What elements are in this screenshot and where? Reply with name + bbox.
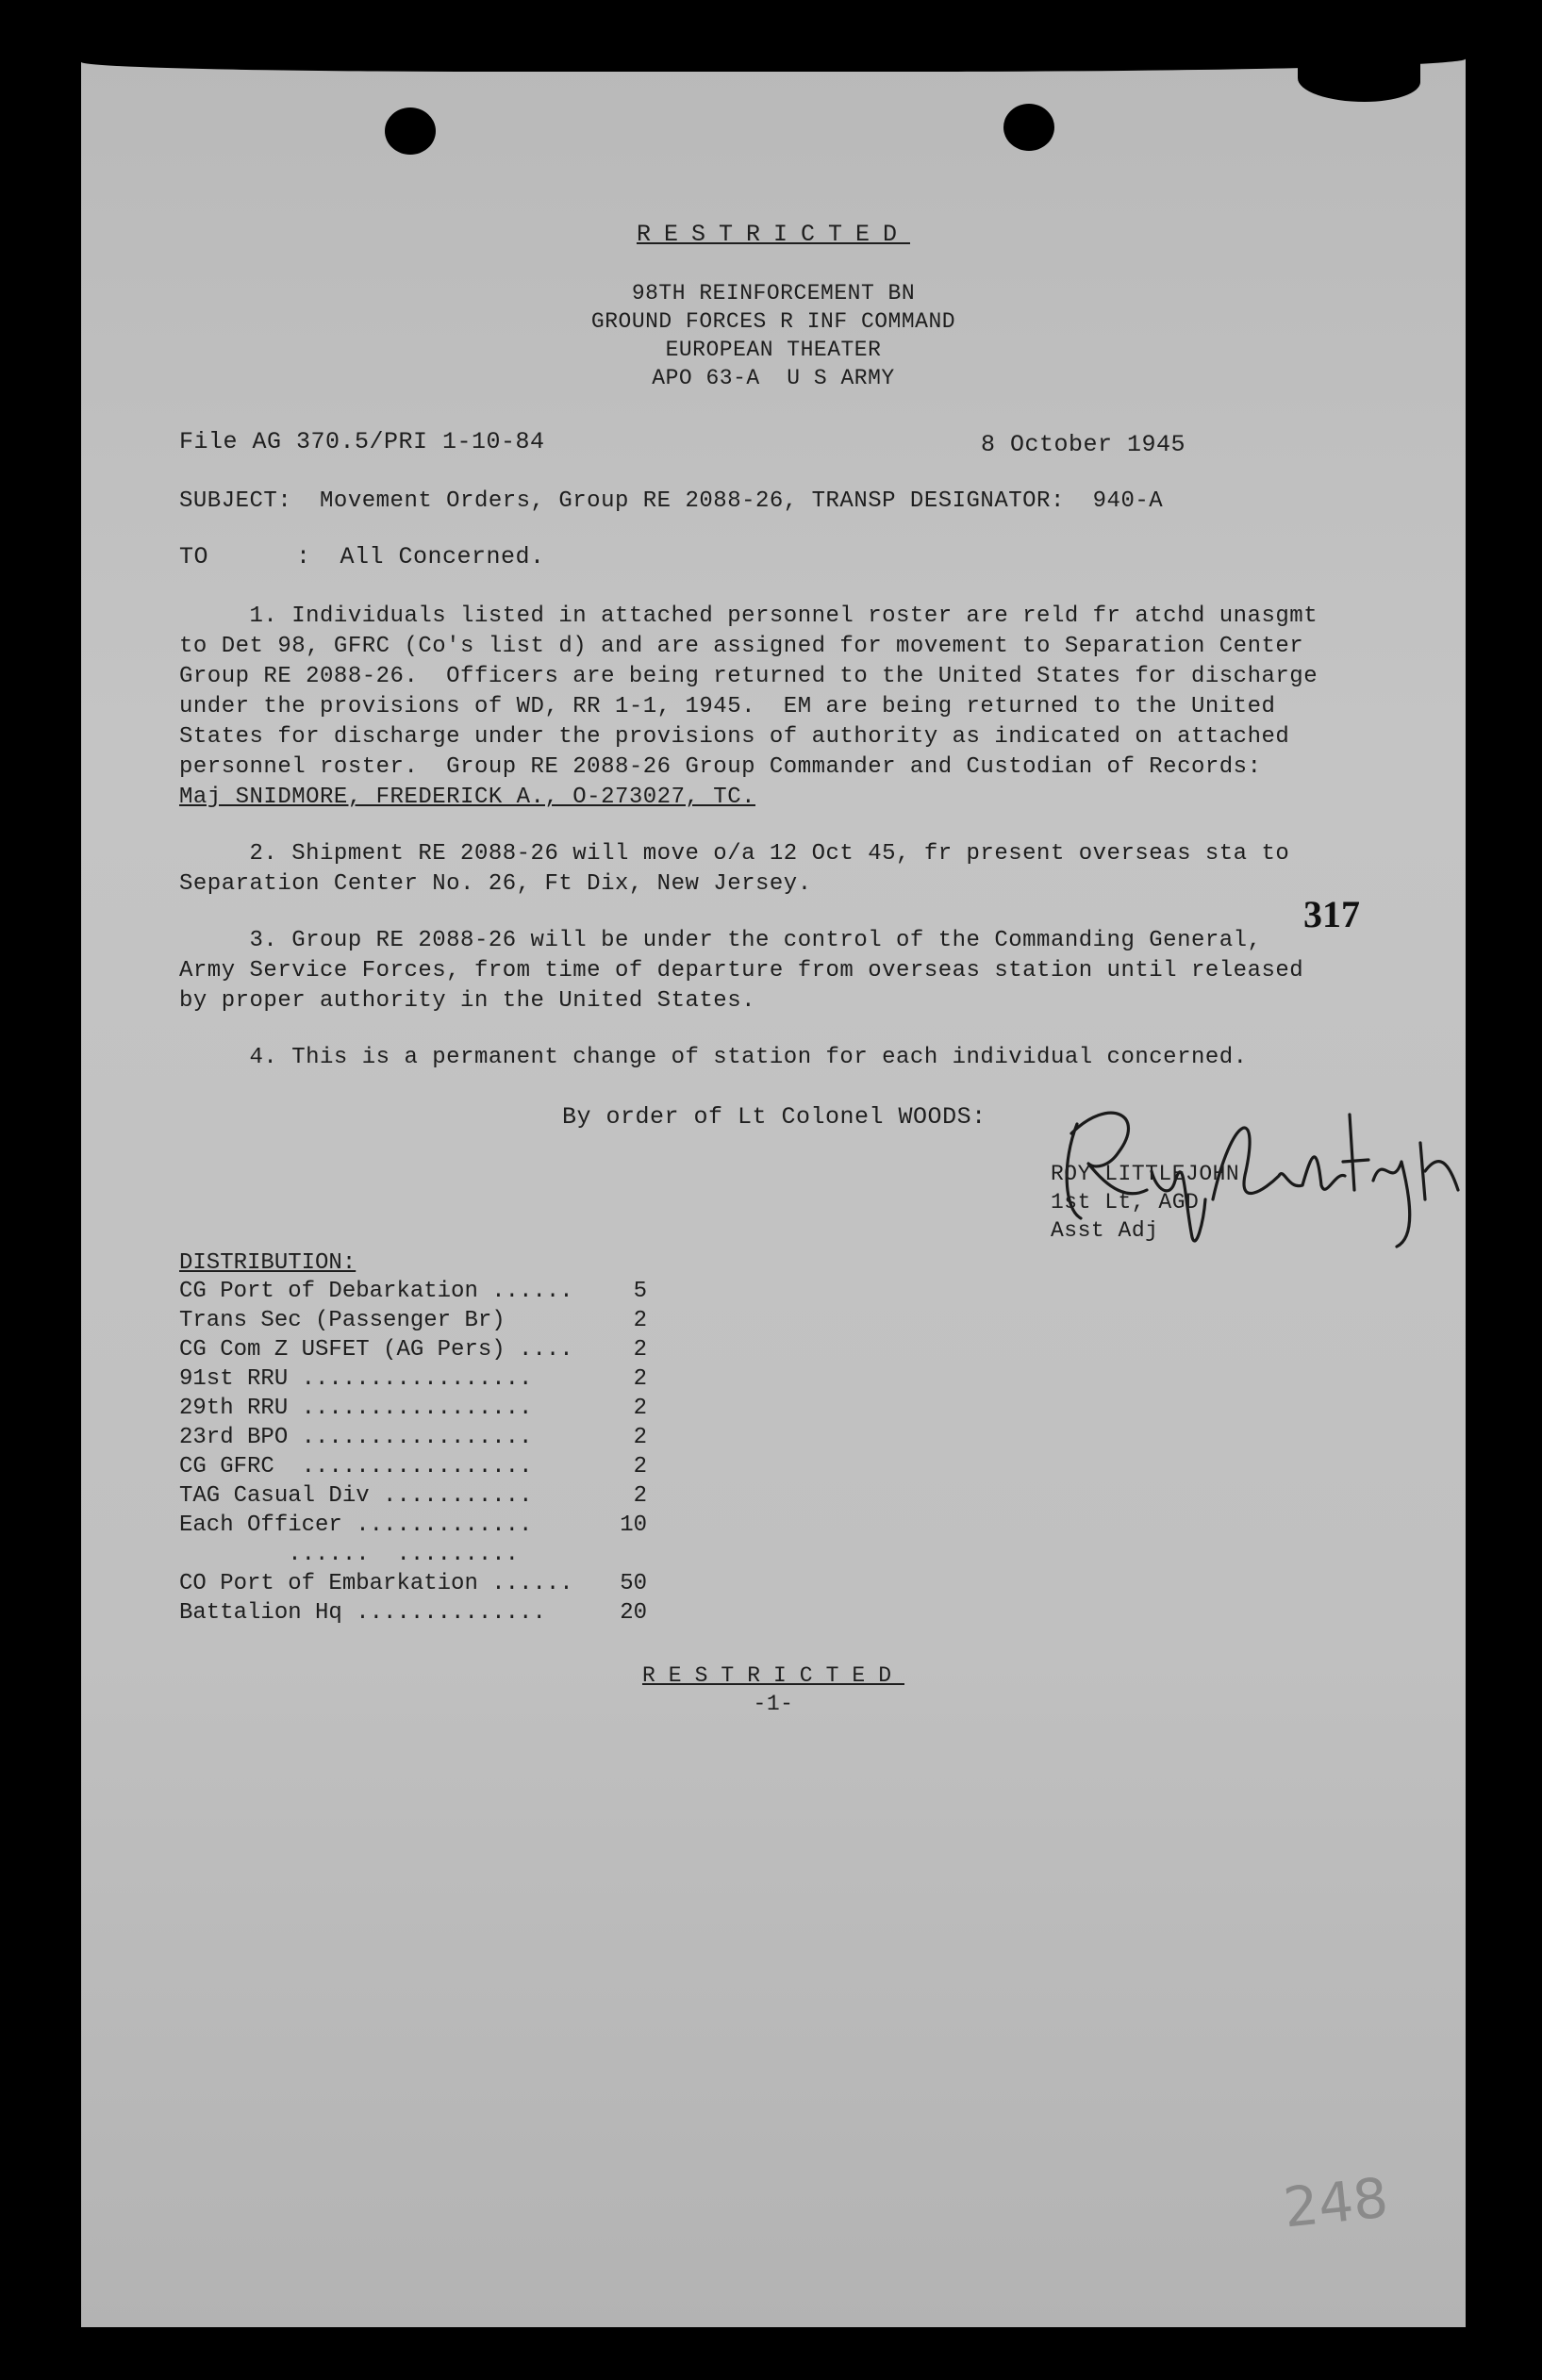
signer-title: Asst Adj (1051, 1218, 1159, 1243)
para1-line-1: 1. Individuals listed in attached personnel roster are reld fr atchd unasgmt (179, 603, 1318, 629)
distribution-leader-dots: ................. (274, 1454, 533, 1479)
file-reference: File AG 370.5/PRI 1-10-84 (179, 428, 545, 455)
distribution-recipient: 23rd BPO (179, 1425, 289, 1450)
unit-line-4: APO 63-A U S ARMY (652, 366, 895, 390)
to-line: TO : All Concerned. (179, 543, 545, 570)
distribution-leader-dots: ........... (369, 1483, 533, 1509)
stamp-number: 317 (1303, 893, 1360, 935)
para1-line-4: under the provisions of WD, RR 1-1, 1945. EM are being returned to the United (179, 694, 1276, 719)
punch-hole-right (1003, 104, 1054, 151)
distribution-count: 2 (633, 1454, 647, 1479)
corner-tear (1298, 58, 1420, 102)
distribution-recipient: CO Port of Embarkation (179, 1571, 478, 1596)
distribution-row (179, 1483, 532, 1509)
distribution-leader-dots: .............. (341, 1600, 546, 1626)
subject-line: SUBJECT: Movement Orders, Group RE 2088-26, TRANSP DESIGNATOR: 940-A (179, 488, 1164, 514)
distribution-count: 5 (633, 1279, 647, 1304)
distribution-leader-dots: .... (505, 1337, 573, 1363)
para3-line-3: by proper authority in the United States. (179, 988, 755, 1014)
distribution-row (179, 1308, 506, 1333)
unit-line-1: 98TH REINFORCEMENT BN (631, 281, 916, 306)
distribution-leader-dots: ................. (288, 1425, 533, 1450)
top-tear (81, 58, 1466, 72)
distribution-leader-dots: ............. (341, 1512, 533, 1538)
distribution-recipient: TAG Casual Div (179, 1483, 370, 1509)
distribution-row (179, 1366, 532, 1392)
distribution-count: 2 (633, 1366, 647, 1392)
page-number: -1- (753, 1692, 794, 1716)
distribution-recipient: CG GFRC (179, 1454, 274, 1479)
document-page (81, 58, 1466, 2327)
document-date: 8 October 1945 (981, 431, 1186, 458)
para3-line-1: 3. Group RE 2088-26 will be under the control of the Commanding General, (179, 928, 1262, 953)
punch-hole-left (385, 107, 436, 155)
unit-line-3: EUROPEAN THEATER (665, 338, 882, 362)
distribution-count: 2 (633, 1396, 647, 1421)
distribution-recipient: CG Com Z USFET (AG Pers) (179, 1337, 506, 1363)
distribution-heading: DISTRIBUTION: (179, 1250, 356, 1276)
distribution-recipient: Battalion Hq (179, 1600, 342, 1626)
distribution-row (179, 1512, 532, 1538)
distribution-count: 20 (620, 1600, 647, 1626)
distribution-row (179, 1542, 519, 1567)
signer-name: ROY LITTLEJOHN (1051, 1162, 1240, 1186)
para1-line-5: States for discharge under the provisions of authority as indicated on attached (179, 724, 1290, 750)
distribution-recipient: 29th RRU (179, 1396, 289, 1421)
distribution-row (179, 1279, 573, 1304)
classification-bottom: RESTRICTED (641, 1663, 905, 1688)
distribution-row (179, 1396, 532, 1421)
distribution-count: 2 (633, 1425, 647, 1450)
distribution-row (179, 1337, 573, 1363)
para1-line-2: to Det 98, GFRC (Co's list d) and are assigned for movement to Separation Center (179, 634, 1304, 659)
handwritten-page-number: 248 (1280, 2165, 1391, 2240)
distribution-leader-dots: ................. (288, 1366, 533, 1392)
distribution-recipient: Each Officer (179, 1512, 342, 1538)
distribution-leader-dots: ...... (477, 1279, 573, 1304)
distribution-row (179, 1600, 546, 1626)
para1-line-6: personnel roster. Group RE 2088-26 Group Commander and Custodian of Records: (179, 754, 1262, 780)
signer-rank: 1st Lt, AGD (1051, 1190, 1200, 1215)
para2-line-2: Separation Center No. 26, Ft Dix, New Jersey. (179, 871, 812, 897)
para2-line-1: 2. Shipment RE 2088-26 will move o/a 12 Oct 45, fr present overseas sta to (179, 841, 1290, 867)
custodian-line: Maj SNIDMORE, FREDERICK A., O-273027, TC. (179, 785, 755, 810)
para1-line-3: Group RE 2088-26. Officers are being returned to the United States for discharge (179, 664, 1318, 689)
distribution-recipient: Trans Sec (Passenger Br) (179, 1308, 506, 1333)
distribution-count: 10 (620, 1512, 647, 1538)
para3-line-2: Army Service Forces, from time of departure from overseas station until released (179, 958, 1304, 983)
classification-top: RESTRICTED (636, 221, 911, 248)
distribution-count: 2 (633, 1308, 647, 1333)
distribution-row (179, 1454, 532, 1479)
distribution-row (179, 1571, 573, 1596)
para4: 4. This is a permanent change of station for each individual concerned. (179, 1045, 1248, 1070)
distribution-count: 2 (633, 1483, 647, 1509)
distribution-count: 2 (633, 1337, 647, 1363)
distribution-row (179, 1425, 532, 1450)
distribution-recipient: CG Port of Debarkation (179, 1279, 478, 1304)
unit-line-2: GROUND FORCES R INF COMMAND (590, 309, 956, 334)
distribution-count: 50 (620, 1571, 647, 1596)
distribution-leader-dots: ................. (288, 1396, 533, 1421)
distribution-leader-dots: ...... ......... (179, 1542, 520, 1567)
distribution-recipient: 91st RRU (179, 1366, 289, 1392)
distribution-leader-dots: ...... (477, 1571, 573, 1596)
by-order-line: By order of Lt Colonel WOODS: (562, 1103, 987, 1131)
